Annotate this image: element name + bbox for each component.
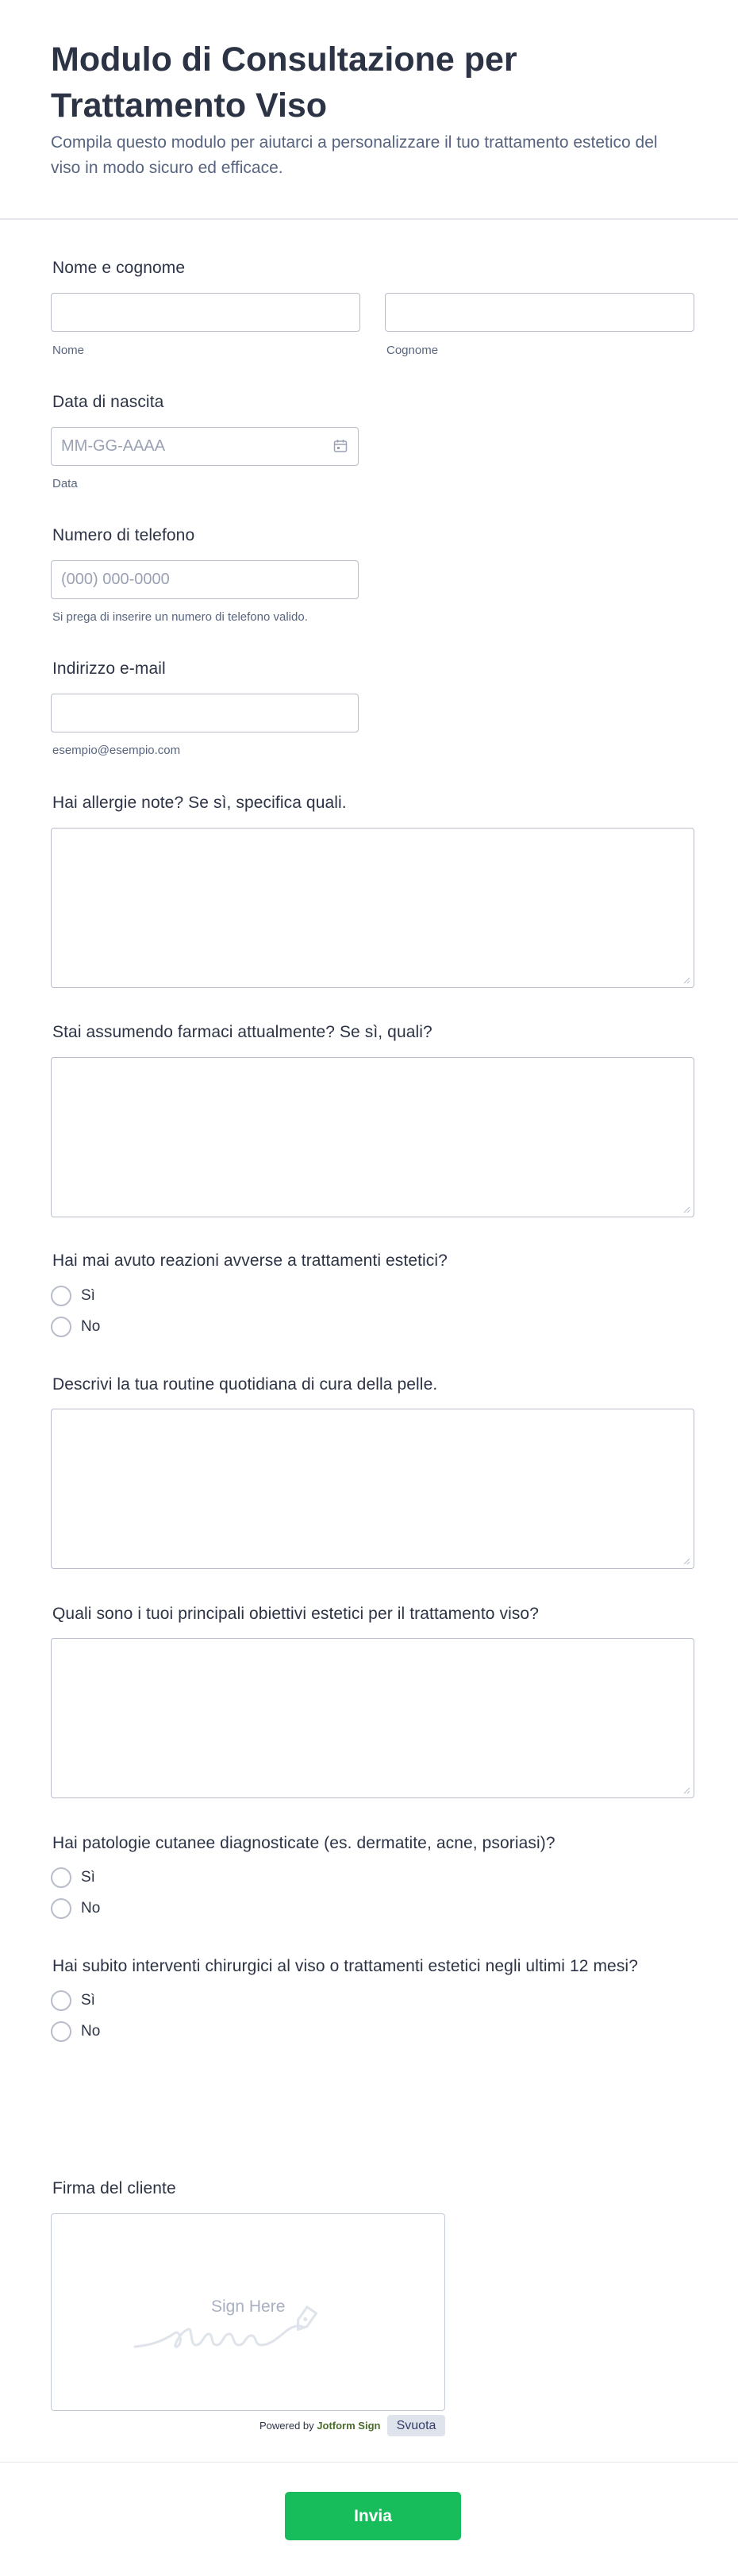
signature-pad[interactable] xyxy=(51,2213,445,2411)
last-name-sublabel: Cognome xyxy=(386,344,439,357)
radio-label: No xyxy=(81,1900,101,1917)
radio-label: No xyxy=(81,1318,101,1335)
signature-placeholder: Sign Here xyxy=(211,2297,286,2316)
signature-label: Firma del cliente xyxy=(52,2179,176,2197)
submit-button[interactable]: Invia xyxy=(285,2492,461,2540)
radio-button[interactable] xyxy=(51,1317,71,1337)
first-name-input[interactable] xyxy=(51,293,360,332)
allergies-label: Hai allergie note? Se sì, specifica quali. xyxy=(52,794,347,812)
goals-textarea[interactable] xyxy=(51,1638,694,1798)
recent-procedures-label: Hai subito interventi chirurgici al viso o trattamenti estetici negli ultimi 12 mesi? xyxy=(52,1957,638,1975)
adverse-reactions-label: Hai mai avuto reazioni avverse a trattamenti estetici? xyxy=(52,1251,448,1270)
medications-label: Stai assumendo farmaci attualmente? Se sì, quali? xyxy=(52,1023,432,1041)
birthdate-sublabel: Data xyxy=(52,477,78,490)
footer-divider xyxy=(0,2462,738,2463)
skin-conditions-option-yes[interactable] xyxy=(51,1866,95,1890)
radio-label: Sì xyxy=(81,1992,95,2009)
email-label: Indirizzo e-mail xyxy=(52,659,166,678)
birthdate-label: Data di nascita xyxy=(52,393,164,411)
resize-grip-icon[interactable] xyxy=(682,976,690,984)
routine-label: Descrivi la tua routine quotidiana di cura della pelle. xyxy=(52,1375,438,1394)
skin-conditions-option-no[interactable] xyxy=(51,1897,100,1920)
medications-textarea[interactable] xyxy=(51,1057,694,1217)
phone-input[interactable] xyxy=(51,560,359,599)
first-name-sublabel: Nome xyxy=(52,344,85,357)
form-title: Modulo di Consultazione per Trattamento Viso xyxy=(51,40,517,125)
phone-label: Numero di telefono xyxy=(52,526,195,544)
clear-signature-button[interactable]: Svuota xyxy=(387,2415,445,2436)
adverse-reactions-option-no[interactable] xyxy=(51,1315,100,1339)
email-input[interactable] xyxy=(51,694,359,732)
email-sublabel: esempio@esempio.com xyxy=(52,744,181,757)
goals-label: Quali sono i tuoi principali obiettivi estetici per il trattamento viso? xyxy=(52,1605,539,1623)
birthdate-input[interactable] xyxy=(51,427,359,466)
radio-label: Sì xyxy=(81,1869,95,1886)
form-header xyxy=(0,0,738,220)
phone-sublabel: Si prega di inserire un numero di telefono valido. xyxy=(52,610,308,624)
radio-label: Sì xyxy=(81,1287,95,1304)
radio-label: No xyxy=(81,2023,101,2040)
radio-button[interactable] xyxy=(51,1990,71,2011)
skin-conditions-label: Hai patologie cutanee diagnosticate (es. dermatite, acne, psoriasi)? xyxy=(52,1834,555,1852)
recent-procedures-option-no[interactable] xyxy=(51,2020,100,2043)
adverse-reactions-option-yes[interactable] xyxy=(51,1284,95,1308)
recent-procedures-option-yes[interactable] xyxy=(51,1989,95,2013)
powered-prefix: Powered by xyxy=(259,2420,314,2432)
radio-button[interactable] xyxy=(51,1898,71,1919)
powered-by-text xyxy=(259,2420,380,2432)
jotform-sign-link[interactable]: Jotform Sign xyxy=(317,2420,381,2432)
routine-textarea[interactable] xyxy=(51,1409,694,1569)
calendar-icon[interactable] xyxy=(333,439,348,453)
radio-button[interactable] xyxy=(51,2021,71,2042)
radio-button[interactable] xyxy=(51,1867,71,1888)
resize-grip-icon[interactable] xyxy=(682,1786,690,1794)
form-subtitle: Compila questo modulo per aiutarci a personalizzare il tuo trattamento estetico del viso in modo sicuro ed efficace. xyxy=(51,133,658,177)
resize-grip-icon[interactable] xyxy=(682,1205,690,1213)
resize-grip-icon[interactable] xyxy=(682,1557,690,1565)
last-name-input[interactable] xyxy=(385,293,694,332)
name-label: Nome e cognome xyxy=(52,259,186,277)
allergies-textarea[interactable] xyxy=(51,828,694,988)
radio-button[interactable] xyxy=(51,1286,71,1306)
